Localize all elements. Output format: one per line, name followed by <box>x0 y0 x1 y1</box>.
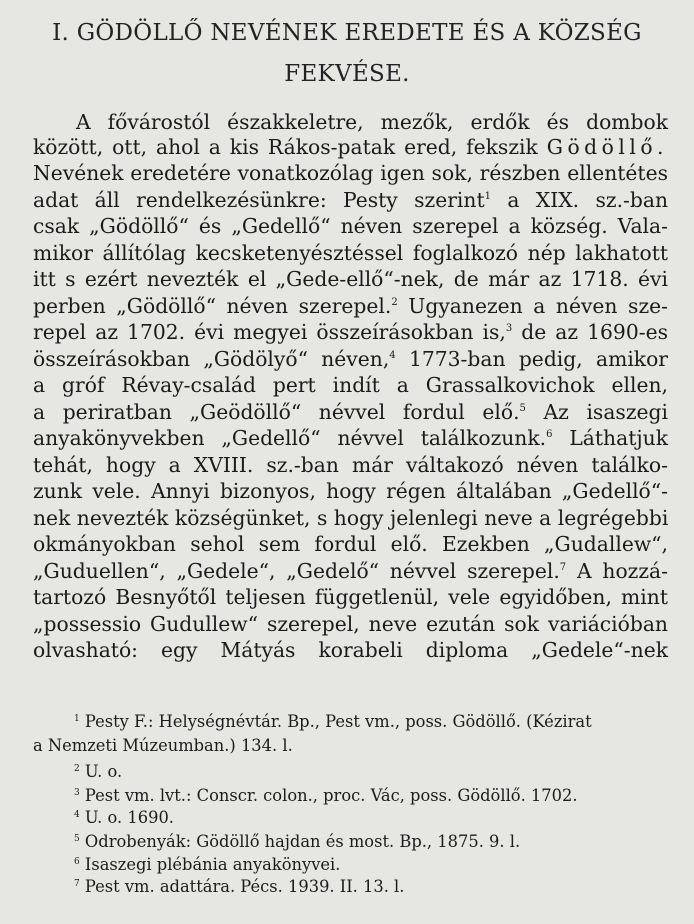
footnote: $^6$ Isaszegi plébánia anyakönyvei. <box>74 855 341 874</box>
body-line: perben „Gödöllő“ néven szerepel.$^2$ Ugyanezen a néven sze- <box>33 294 668 318</box>
body-line: zunk vele. Annyi bizonyos, hogy régen általában „Gedellő“- <box>33 479 668 503</box>
body-line: „Guduellen“, „Gedele“, „Gedelő“ névvel szerepel.$^7$ A hozzá- <box>33 559 668 583</box>
body-line: nek nevezték községünket, s hogy jelenlegi neve a legrégebbi <box>33 506 669 530</box>
body-line: összeírásokban „Gödölyő“ néven,$^4$ 1773-ban pedig, amikor <box>33 347 669 371</box>
body-line: a gróf Révay-család pert indít a Grassalkovichok ellen, <box>33 373 668 397</box>
footnote: $^4$ U. o. 1690. <box>74 808 174 827</box>
body-line: mikor állítólag kecsketenyésztéssel foglalkozó nép lakhatott <box>33 241 668 265</box>
body-line: tartozó Besnyőtől teljesen függetlenül, vele egyidőben, mint <box>33 585 668 609</box>
footnote-continuation: a Nemzeti Múzeumban.) 134. l. <box>33 736 293 755</box>
footnote: $^1$ Pesty F.: Helységnévtár. Bp., Pest vm., poss. Gödöllő. (Kézirat <box>74 712 592 731</box>
body-line: adat áll rendelkezésünkre: Pesty szerint$^1$ a XIX. sz.-ban <box>33 188 668 212</box>
body-line: A fővárostól északkeletre, mezők, erdők és dombok <box>76 110 668 134</box>
body-line: repel az 1702. évi megyei összeírásokban is,$^3$ de az 1690-es <box>33 320 669 344</box>
body-line: tehát, hogy a XVIII. sz.-ban már váltakozó néven találko- <box>33 453 668 477</box>
body-line: „possessio Gudullew“ szerepel, neve ezután sok variációban <box>33 612 668 636</box>
body-line: okmányokban sehol sem fordul elő. Ezekben „Gudallew“, <box>33 532 668 556</box>
chapter-title-line-2: FEKVÉSE. <box>284 61 410 87</box>
footnote: $^7$ Pest vm. adattára. Pécs. 1939. II. 13. l. <box>74 877 405 896</box>
footnote: $^3$ Pest vm. lvt.: Conscr. colon., proc. Vác, poss. Gödöllő. 1702. <box>74 786 578 805</box>
footnote: $^2$ U. o. <box>74 762 123 781</box>
body-line: között, ott, ahol a kis Rákos-patak ered, fekszik Gödöllő. <box>33 135 668 159</box>
body-line: csak „Gödöllő“ és „Gedellő“ néven szerepel a község. Vala- <box>33 214 668 238</box>
body-line: itt s ezért nevezték el „Gede-ellő“-nek, de már az 1718. évi <box>33 267 668 291</box>
chapter-title-line-1: I. GÖDÖLLŐ NEVÉNEK EREDETE ÉS A KÖZSÉG <box>52 20 642 46</box>
body-line: Nevének eredetére vonatkozólag igen sok, részben ellentétes <box>33 161 668 185</box>
body-line: anyakönyvekben „Gedellő“ névvel találkozunk.$^6$ Láthatjuk <box>33 426 668 450</box>
footnote: $^5$ Odrobenyák: Gödöllő hajdan és most. Bp., 1875. 9. l. <box>74 832 521 851</box>
body-line: a periratban „Geödöllő“ névvel fordul elő.$^5$ Az isaszegi <box>33 400 668 424</box>
body-line: olvasható: egy Mátyás korabeli diploma „Gedele“-nek <box>33 638 668 662</box>
